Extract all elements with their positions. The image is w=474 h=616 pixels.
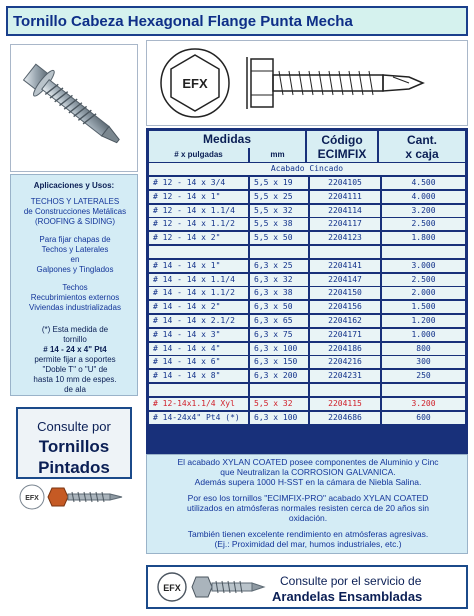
header-pulgadas: # x pulgadas xyxy=(149,148,248,162)
size-cell: # 14 - 14 x 8" xyxy=(149,370,248,382)
mm-cell: 5,5 x 32 xyxy=(250,398,308,410)
table-row xyxy=(149,370,465,382)
qty-cell: 600 xyxy=(382,412,465,424)
table-row xyxy=(149,232,465,244)
technical-drawing xyxy=(146,40,468,126)
table-row xyxy=(149,177,465,189)
table-spacer-row xyxy=(149,246,465,258)
qty-cell: 1.500 xyxy=(382,301,465,313)
qty-cell xyxy=(382,246,465,258)
mm-cell: 6,3 x 75 xyxy=(250,329,308,341)
painted-screw-image xyxy=(18,482,130,512)
desc-line: También tienen excelente rendimiento en atmósferas agresivas. xyxy=(187,529,429,539)
mm-cell: 6,3 x 100 xyxy=(250,343,308,355)
mm-cell: 5,5 x 50 xyxy=(250,232,308,244)
usage-roofing: TECHOS Y LATERALES de Construcciones Metálicas (ROOFING & SIDING) xyxy=(23,197,127,226)
code-cell: 2204162 xyxy=(310,315,380,327)
washer-screw-image xyxy=(150,567,268,607)
size-cell: # 14 - 14 x 2.1/2 xyxy=(149,315,248,327)
size-cell: # 12 - 14 x 3/4 xyxy=(149,177,248,189)
mm-cell: 6,3 x 50 xyxy=(250,301,308,313)
size-cell: # 12 - 14 x 2" xyxy=(149,232,248,244)
mm-cell xyxy=(250,384,308,396)
table-row xyxy=(149,398,465,410)
coating-description xyxy=(146,454,468,554)
size-cell: # 14 - 14 x 3" xyxy=(149,329,248,341)
efx-logo: EFX xyxy=(182,76,208,91)
qty-cell: 2.500 xyxy=(382,274,465,286)
code-cell: 2204231 xyxy=(310,370,380,382)
size-cell: # 14 - 14 x 1.1/2 xyxy=(149,287,248,299)
desc-line: oxidación. xyxy=(288,513,328,523)
qty-cell: 2.000 xyxy=(382,287,465,299)
desc-line: El acabado XYLAN COATED posee componentes de Aluminio y Cinc xyxy=(177,457,439,467)
code-cell: 2204150 xyxy=(310,287,380,299)
size-cell: # 14-24x4" Pt4 (*) xyxy=(149,412,248,424)
code-cell: 2204216 xyxy=(310,356,380,368)
mm-cell: 6,3 x 100 xyxy=(250,412,308,424)
table-row xyxy=(149,315,465,327)
size-cell: # 14 - 14 x 1.1/4 xyxy=(149,274,248,286)
qty-cell: 2.500 xyxy=(382,218,465,230)
desc-line: Además supera 1000 H-SST en la cámara de Niebla Salina. xyxy=(194,477,422,487)
mm-cell: 6,3 x 65 xyxy=(250,315,308,327)
table-row xyxy=(149,205,465,217)
table-row xyxy=(149,218,465,230)
mm-cell: 5,5 x 25 xyxy=(250,191,308,203)
mm-cell: 6,3 x 38 xyxy=(250,287,308,299)
mm-cell xyxy=(250,246,308,258)
desc-line: (Ej.: Proximidad del mar, humos industriales, etc.) xyxy=(214,539,402,549)
qty-cell: 3.000 xyxy=(382,260,465,272)
code-cell: 2204117 xyxy=(310,218,380,230)
page-title-bar xyxy=(6,6,468,36)
page-title: Tornillo Cabeza Hexagonal Flange Punta Mecha xyxy=(13,13,353,30)
code-cell: 2204141 xyxy=(310,260,380,272)
header-medidas: Medidas xyxy=(149,131,305,148)
consult-washers-link[interactable]: EFX Consulte por el servicio de Arandelas Ensambladas xyxy=(146,565,468,609)
code-cell: 2204686 xyxy=(310,412,380,424)
mm-cell: 6,3 x 25 xyxy=(250,260,308,272)
qty-cell: 800 xyxy=(382,343,465,355)
size-cell: # 12 - 14 x 1" xyxy=(149,191,248,203)
screw-photo xyxy=(10,44,138,172)
size-cell: # 14 - 14 x 1" xyxy=(149,260,248,272)
size-cell: # 14 - 14 x 6" xyxy=(149,356,248,368)
code-cell: 2204114 xyxy=(310,205,380,217)
desc-line: que Neutralizan la CORROSION GALVANICA. xyxy=(220,467,396,477)
header-mm: mm xyxy=(250,148,305,162)
qty-cell: 1.000 xyxy=(382,329,465,341)
mm-cell: 6,3 x 32 xyxy=(250,274,308,286)
desc-line: Por eso los tornillos "ECIMFIX-PRO" acabado XYLAN COATED xyxy=(187,493,429,503)
code-cell: 2204147 xyxy=(310,274,380,286)
table-row xyxy=(149,260,465,272)
size-cell: # 12-14x1.1/4 Xyl xyxy=(149,398,248,410)
applications-heading: Aplicaciones y Usos: xyxy=(33,181,115,190)
consult-painted-screws-link[interactable]: Consulte por Tornillos Pintados xyxy=(16,407,132,479)
size-cell xyxy=(149,384,248,396)
usage-sheets: Para fijar chapas de Techos y Laterales en Galpones y Tinglados xyxy=(36,235,114,274)
code-cell: 2204186 xyxy=(310,343,380,355)
code-cell xyxy=(310,384,380,396)
qty-cell: 4.000 xyxy=(382,191,465,203)
size-cell: # 12 - 14 x 1.1/4 xyxy=(149,205,248,217)
code-cell: 2204123 xyxy=(310,232,380,244)
qty-cell: 1.200 xyxy=(382,315,465,327)
mm-cell: 5,5 x 19 xyxy=(250,177,308,189)
finish-subheader: Acabado Cincado xyxy=(149,163,465,175)
code-cell: 2204105 xyxy=(310,177,380,189)
size-cell: # 14 - 14 x 2" xyxy=(149,301,248,313)
size-cell: # 14 - 14 x 4" xyxy=(149,343,248,355)
code-cell: 2204111 xyxy=(310,191,380,203)
mm-cell: 5,5 x 32 xyxy=(250,205,308,217)
code-cell: 2204156 xyxy=(310,301,380,313)
table-row xyxy=(149,287,465,299)
table-spacer-row xyxy=(149,384,465,396)
product-table xyxy=(146,128,468,454)
mm-cell: 6,3 x 150 xyxy=(250,356,308,368)
code-cell: 2204115 xyxy=(310,398,380,410)
efx-small-logo: EFX xyxy=(163,583,181,593)
usage-housing: Techos Recubrimientos externos Viviendas industrializadas xyxy=(29,283,121,312)
header-cantidad: Cant. x caja xyxy=(379,131,465,162)
qty-cell: 1.800 xyxy=(382,232,465,244)
table-row xyxy=(149,356,465,368)
table-row xyxy=(149,412,465,424)
table-row xyxy=(149,274,465,286)
table-row xyxy=(149,329,465,341)
size-cell xyxy=(149,246,248,258)
qty-cell: 3.200 xyxy=(382,205,465,217)
qty-cell xyxy=(382,384,465,396)
qty-cell: 3.200 xyxy=(382,398,465,410)
mm-cell: 6,3 x 200 xyxy=(250,370,308,382)
qty-cell: 300 xyxy=(382,356,465,368)
header-codigo: Código ECIMFIX xyxy=(307,131,377,162)
pt4-note: (*) Esta medida de tornillo # 14 - 24 x 4" Pt4 permite fijar a soportes "Doble T" o "U" de hasta 10 mm de espes. de ala xyxy=(33,325,117,394)
table-row xyxy=(149,301,465,313)
code-cell: 2204171 xyxy=(310,329,380,341)
table-row xyxy=(149,343,465,355)
desc-line: utilizados en atmósferas normales resisten cerca de 20 años sin xyxy=(187,503,429,513)
qty-cell: 250 xyxy=(382,370,465,382)
mm-cell: 5,5 x 38 xyxy=(250,218,308,230)
table-row xyxy=(149,191,465,203)
size-cell: # 12 - 14 x 1.1/2 xyxy=(149,218,248,230)
qty-cell: 4.500 xyxy=(382,177,465,189)
applications-panel xyxy=(10,174,138,396)
code-cell xyxy=(310,246,380,258)
efx-mini-logo: EFX xyxy=(25,495,39,502)
